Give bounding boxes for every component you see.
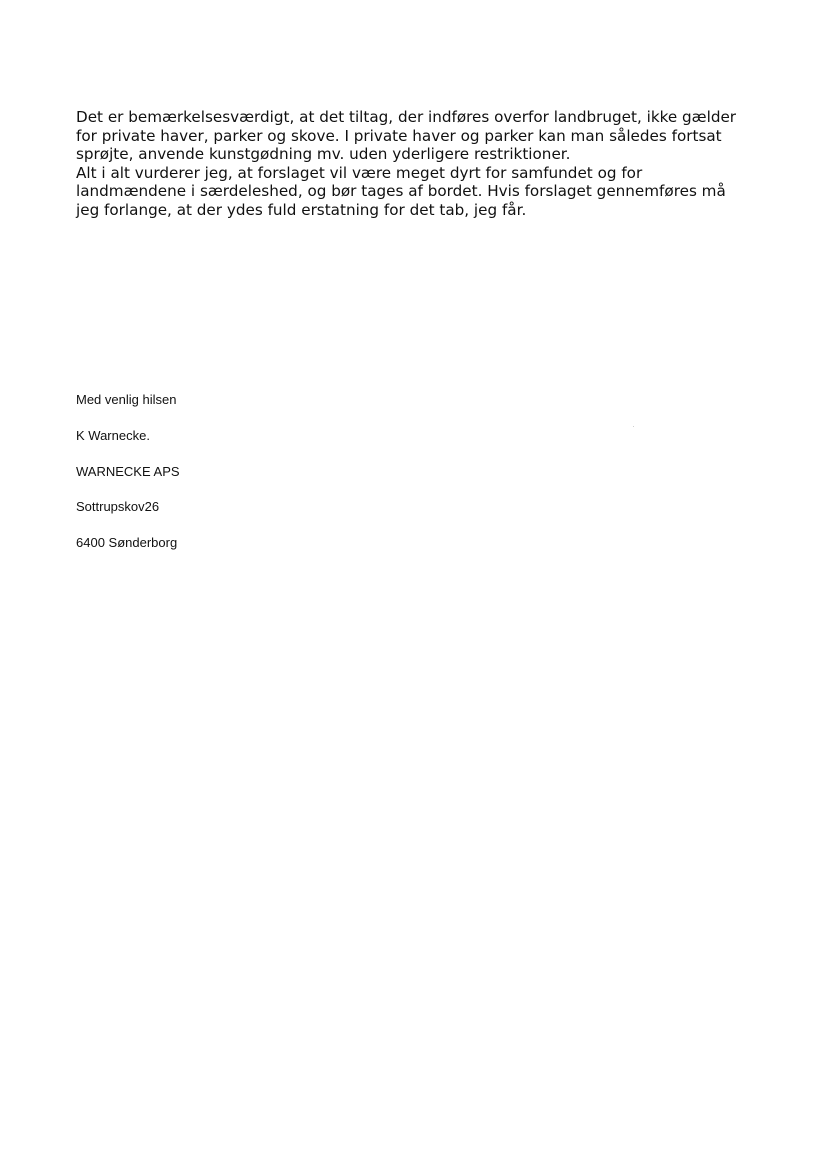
letter-body-line: sprøjte, anvende kunstgødning mv. uden yderligere restriktioner. xyxy=(76,145,571,164)
letter-body-line: Det er bemærkelsesværdigt, at det tiltag, der indføres overfor landbruget, ikke gælder xyxy=(76,108,737,126)
scan-speck xyxy=(633,426,634,427)
letter-body xyxy=(76,108,766,220)
company-name: WARNECKE APS xyxy=(76,463,180,479)
letter-body-line: jeg forlange, at der ydes fuld erstatning for det tab, jeg får. xyxy=(76,200,527,219)
city-address: 6400 Sønderborg xyxy=(76,535,178,551)
letter-body-line: Alt i alt vurderer jeg, at forslaget vil være meget dyrt for samfundet og for xyxy=(76,163,643,182)
street-address: Sottrupskov26 xyxy=(76,499,160,515)
signatory-name: K Warnecke. xyxy=(76,427,150,443)
closing-greeting: Med venlig hilsen xyxy=(76,392,177,407)
letter-body-line: for private haver, parker og skove. I private haver og parker kan man således fortsat xyxy=(76,126,722,145)
letter-body-line: landmændene i særdeleshed, og bør tages af bordet. Hvis forslaget gennemføres må xyxy=(76,182,726,201)
signature-block xyxy=(76,391,180,570)
